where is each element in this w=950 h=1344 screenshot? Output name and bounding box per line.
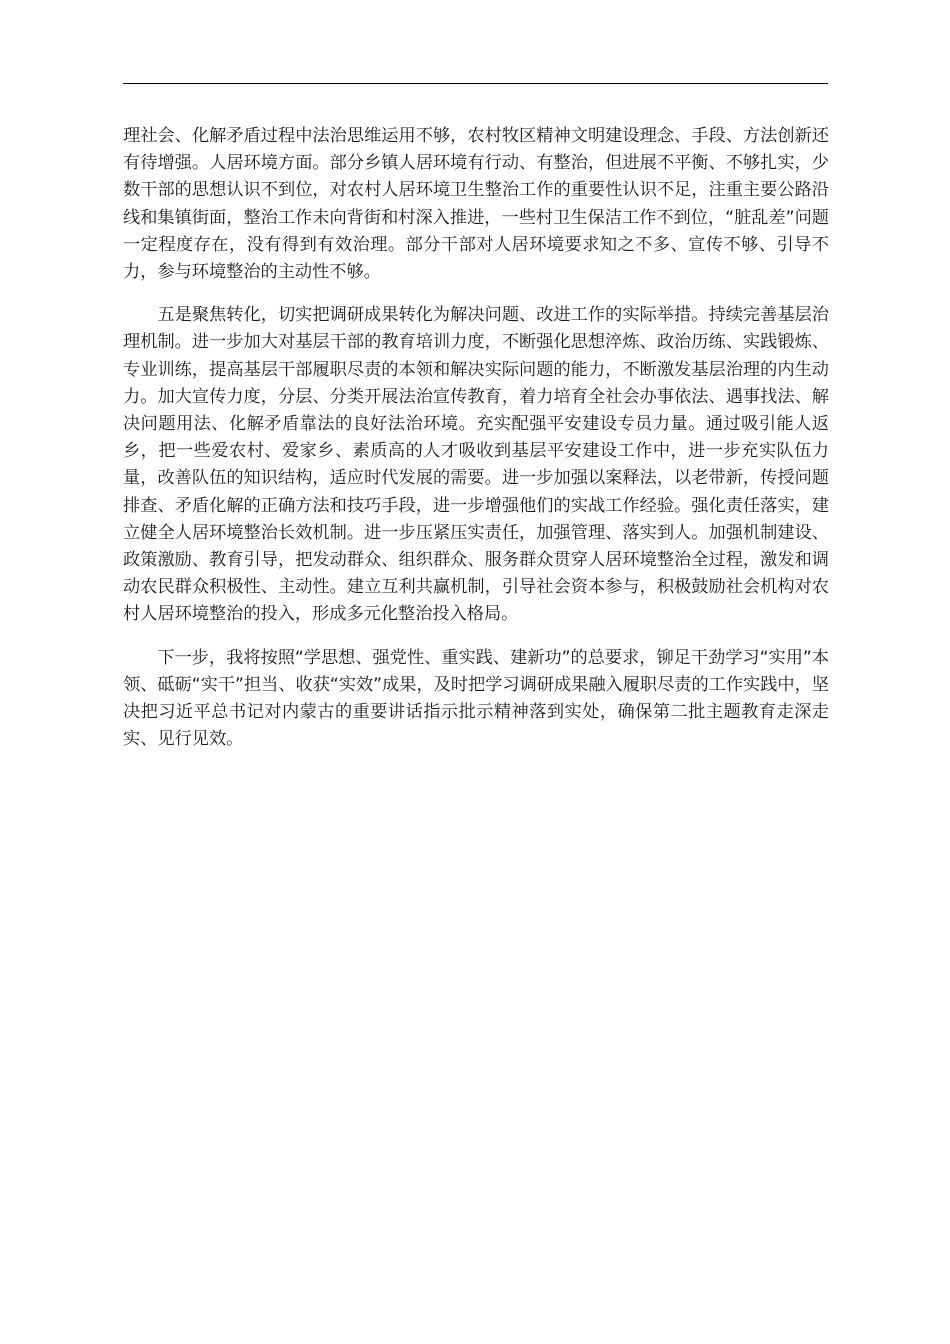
document-body [123,123,829,769]
paragraph-2: 五是聚焦转化，切实把调研成果转化为解决问题、改进工作的实际举措。持续完善基层治理机制。进一步加大对基层干部的教育培训力度，不断强化思想淬炼、政治历练、实践锻炼、专业训练，提高基层干部履职尽责的本领和解决实际问题的能力，不断激发基层治理的内生动力。加大宣传力度，分层、分类开展法治宣传教育，着力培育全社会办事依法、遇事找法、解决问题用法、化解矛盾靠法的良好法治环境。充实配强平安建设专员力量。通过吸引能人返乡，把一些爱农村、爱家乡、素质高的人才吸收到基层平安建设工作中，进一步充实队伍力量，改善队伍的知识结构，适应时代发展的需要。进一步加强以案释法，以老带新，传授问题排查、矛盾化解的正确方法和技巧手段，进一步增强他们的实战工作经验。强化责任落实，建立健全人居环境整治长效机制。进一步压紧压实责任，加强管理、落实到人。加强机制建设、政策激励、教育引导，把发动群众、组织群众、服务群众贯穿人居环境整治全过程，激发和调动农民群众积极性、主动性。建立互利共赢机制，引导社会资本参与，积极鼓励社会机构对农村人居环境整治的投入，形成多元化整治投入格局。 [123,305,829,625]
header-rule [123,83,828,84]
paragraph-1: 理社会、化解矛盾过程中法治思维运用不够，农村牧区精神文明建设理念、手段、方法创新还有待增强。人居环境方面。部分乡镇人居环境有行动、有整治，但进展不平衡、不够扎实，少数干部的思想认识不到位，对农村人居环境卫生整治工作的重要性认识不足，注重主要公路沿线和集镇街面，整治工作未向背街和村深入推进，一些村卫生保洁工作不到位，“脏乱差”问题一定程度存在，没有得到有效治理。部分干部对人居环境要求知之不多、宣传不够、引导不力，参与环境整治的主动性不够。 [123,126,829,283]
paragraph-3: 下一步，我将按照“学思想、强党性、重实践、建新功”的总要求，铆足干劲学习“实用”本领、砥砺“实干”担当、收获“实效”成果，及时把学习调研成果融入履职尽责的工作实践中，坚决把习近平总书记对内蒙古的重要讲话指示批示精神落到实处，确保第二批主题教育走深走实、见行见效。 [123,647,829,750]
